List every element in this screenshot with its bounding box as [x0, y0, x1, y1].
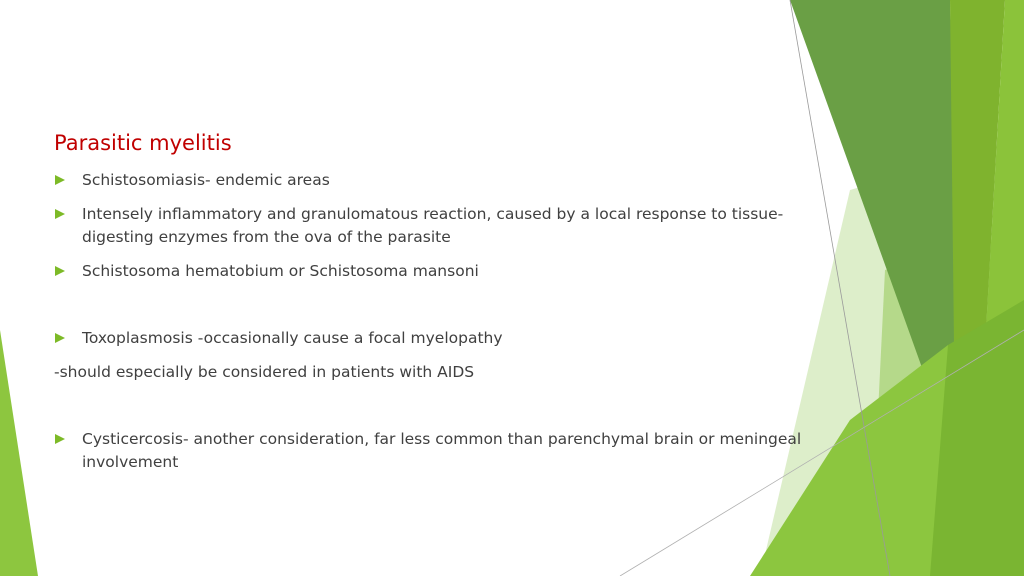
- bullet-arrow-icon: [55, 434, 65, 444]
- bullet-text: Toxoplasmosis -occasionally cause a focal myelopathy: [82, 329, 503, 347]
- left-green-strip: [0, 330, 38, 576]
- plain-text: -should especially be considered in patients with AIDS: [54, 363, 475, 381]
- bullet-arrow-icon: [55, 266, 65, 276]
- bullet-arrow-icon: [55, 333, 65, 343]
- bullet-text: Schistosoma hematobium or Schistosoma mansoni: [82, 262, 479, 280]
- slide-title: Parasitic myelitis: [54, 131, 232, 155]
- bullet-text: Schistosomiasis- endemic areas: [82, 171, 330, 189]
- bullet-arrow-icon: [55, 209, 65, 219]
- bullet-text: Intensely inflammatory and granulomatous reaction, caused by a local response to tissue-digesting enzymes from the ova of the parasite: [82, 205, 784, 246]
- bullet-text: Cysticercosis- another consideration, far less common than parenchymal brain or meningeal involvement: [82, 430, 802, 471]
- bullet-arrow-icon: [55, 175, 65, 185]
